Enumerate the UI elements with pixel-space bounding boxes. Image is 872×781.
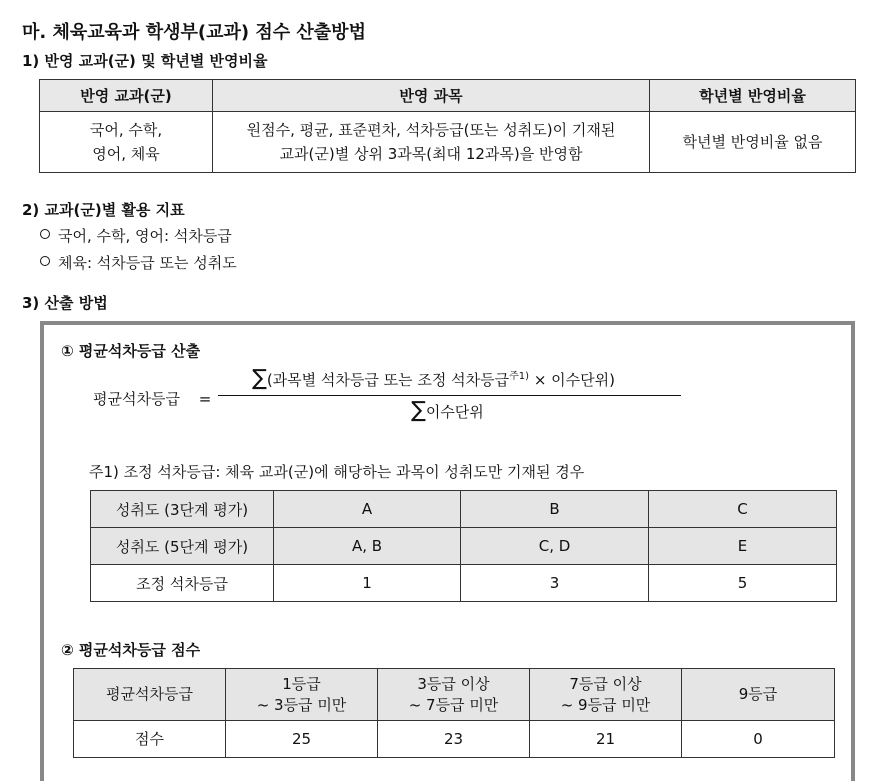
numerator-tail: × 이수단위) [529,371,615,389]
formula-numerator [252,366,615,391]
table-header-row [40,80,856,112]
bullet-icon [40,229,50,239]
table-cell: 성취도 (3단계 평가) [91,491,274,528]
numerator-text: (과목별 석차등급 또는 조정 석차등급 [266,371,510,389]
grade-ratio-cell: 학년별 반영비율 없음 [650,112,856,173]
formula-lhs [93,388,211,409]
list-item-label: 체육: 석차등급 또는 성취도 [58,254,237,272]
list-item [40,252,237,273]
main-heading: 마. 체육교육과 학생부(교과) 점수 산출방법 [22,22,366,43]
formula-equals: = [198,390,212,408]
cell-line: 1등급 [282,674,321,693]
table-cell: B [461,491,649,528]
table-cell: E [649,528,837,565]
table-cell: A [274,491,461,528]
header-subject-group: 반영 교과(군) [40,80,213,112]
table-row [40,112,856,173]
table-cell: 5 [649,565,837,602]
section1-heading: 1) 반영 교과(군) 및 학년별 반영비율 [22,52,268,70]
formula-denominator [411,398,484,423]
cell-line: ~ 9등급 미만 [560,695,651,714]
list-item [40,225,232,246]
table-cell: 25 [226,721,378,758]
table-cell [226,669,378,721]
cell-line: ~ 7등급 미만 [408,695,499,714]
cell-line: 3등급 이상 [417,674,490,693]
table-cell: 평균석차등급 [74,669,226,721]
table-cell: 점수 [74,721,226,758]
score-table [73,668,835,758]
table-cell: A, B [274,528,461,565]
table-cell: 23 [378,721,530,758]
table-cell [530,669,682,721]
courses-cell [213,112,650,173]
footnote-text: 주1) 조정 석차등급: 체육 교과(군)에 해당하는 과목이 성취도만 기재된 경우 [89,463,585,481]
fraction-line [218,395,681,396]
cell-line: ~ 3등급 미만 [256,695,347,714]
cell-line: 7등급 이상 [569,674,642,693]
sigma-icon: ∑ [252,366,267,391]
list-item-label: 국어, 수학, 영어: 석차등급 [58,227,232,245]
table-cell [378,669,530,721]
table-row [91,491,837,528]
subject-group-line2: 영어, 체육 [92,145,160,163]
table-cell: 성취도 (5단계 평가) [91,528,274,565]
section3-heading: 3) 산출 방법 [22,294,108,312]
courses-line1: 원점수, 평균, 표준편차, 석차등급(또는 성취도)이 기재된 [246,121,616,139]
table-header-row [74,669,835,721]
header-grade-ratio: 학년별 반영비율 [650,80,856,112]
bullet-icon [40,256,50,266]
subject-group-line1: 국어, 수학, [89,121,163,139]
table-cell: C, D [461,528,649,565]
table-cell: 1 [274,565,461,602]
adjusted-grade-table [90,490,837,602]
subjects-table [39,79,856,173]
table-cell: 3 [461,565,649,602]
part2-heading: ② 평균석차등급 점수 [61,641,201,659]
formula-lhs-label: 평균석차등급 [93,390,180,408]
footnote-mark: 주1) [509,371,530,382]
denominator-text: 이수단위 [425,403,484,421]
sigma-icon: ∑ [411,398,426,423]
table-cell: 조정 석차등급 [91,565,274,602]
table-row [91,565,837,602]
courses-line2: 교과(군)별 상위 3과목(최대 12과목)을 반영함 [279,145,583,163]
section2-heading: 2) 교과(군)별 활용 지표 [22,201,185,219]
subject-group-cell [40,112,213,173]
header-courses: 반영 과목 [213,80,650,112]
table-cell: 9등급 [682,669,835,721]
table-cell: 0 [682,721,835,758]
table-row [74,721,835,758]
table-cell: 21 [530,721,682,758]
table-row [91,528,837,565]
table-cell: C [649,491,837,528]
part1-heading: ① 평균석차등급 산출 [61,342,201,360]
